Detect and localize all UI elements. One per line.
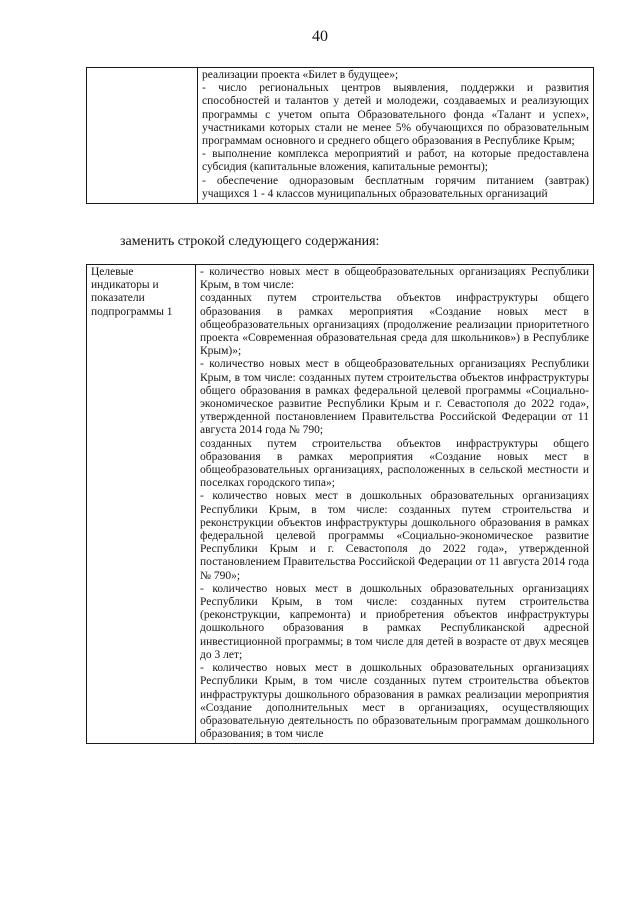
table-paragraph: созданных путем строительства объектов инфраструктуры общего образования в рамках мероприятия «Создание новых мест в общеобразовательных организациях (продолжение реализации приоритетного проекта «Современная образовательная среда для школьников») в Республике Крым)»; <box>200 292 589 358</box>
label-line: подпрограммы 1 <box>91 305 173 318</box>
table-label-cell <box>87 68 198 204</box>
replacement-table <box>86 264 594 744</box>
table-paragraph: - выполнение комплекса мероприятий и работ, на которые предоставлена субсидия (капитальные вложения, капитальные ремонты); <box>202 148 589 174</box>
label-line: индикаторы и <box>91 279 159 292</box>
table-paragraph: созданных путем строительства объектов инфраструктуры общего образования в рамках мероприятия «Создание новых мест в общеобразовательных организациях, расположенных в сельской местности и поселках городского типа»; <box>200 437 589 490</box>
table-paragraph: - обеспечение одноразовым бесплатным горячим питанием (завтрак) учащихся 1 - 4 классов муниципальных образовательных организаций <box>202 174 589 200</box>
page-number: 40 <box>312 28 328 45</box>
label-line: показатели <box>91 292 145 305</box>
label-line: Целевые <box>91 266 134 278</box>
table-paragraph: - количество новых мест в дошкольных образовательных организациях Республики Крым, в том числе: созданных путем строительства (реконструкции, капремонта) и приобретения объектов инфраструктуры дошкольного образования в рамках Республиканской адресной инвестиционной программы; в том числе для детей в возрасте от двух месяцев до 3 лет; <box>200 582 589 661</box>
table-row <box>87 68 594 204</box>
continued-table <box>86 67 594 204</box>
table-row <box>87 265 594 744</box>
table-paragraph: - число региональных центров выявления, поддержки и развития способностей и талантов у детей и молодежи, создаваемых и реализующих программы с учетом опыта Образовательного фонда «Талант и успех», участниками которых стали не менее 5% обучающихся по образовательным программам основного и среднего общего образования в Республике Крым; <box>202 82 589 148</box>
table-content-cell <box>198 68 594 204</box>
table-label-cell <box>87 265 196 744</box>
instruction-text: заменить строкой следующего содержания: <box>120 234 380 249</box>
table-paragraph: - количество новых мест в дошкольных образовательных организациях Республики Крым, в том числе созданных путем строительства объектов инфраструктуры дошкольного образования в рамках реализации мероприятия «Создание дополнительных мест в организациях, осуществляющих образовательную деятельность по образовательным программам дошкольного образования; в том числе <box>200 662 589 741</box>
table-content-cell <box>196 265 594 744</box>
table-paragraph: - количество новых мест в общеобразовательных организациях Республики Крым, в том числе: <box>200 266 589 292</box>
table-paragraph: - количество новых мест в общеобразовательных организациях Республики Крым, в том числе: созданных путем строительства объектов инфраструктуры общего образования в рамках федеральной целевой программы «Социально-экономическое развитие Республики Крым и г. Севастополя до 2022 года», утвержденной постановлением Правительства Российской Федерации от 11 августа 2014 года № 790; <box>200 358 589 437</box>
table-paragraph: - количество новых мест в дошкольных образовательных организациях Республики Крым, в том числе: созданных путем строительства и реконструкции объектов инфраструктуры дошкольного образования в рамках федеральной целевой программы «Социально-экономическое развитие Республики Крым и г. Севастополя до 2022 года», утвержденной постановлением Правительства Российской Федерации от 11 августа 2014 года № 790»; <box>200 490 589 582</box>
table-paragraph: реализации проекта «Билет в будущее»; <box>202 69 399 81</box>
